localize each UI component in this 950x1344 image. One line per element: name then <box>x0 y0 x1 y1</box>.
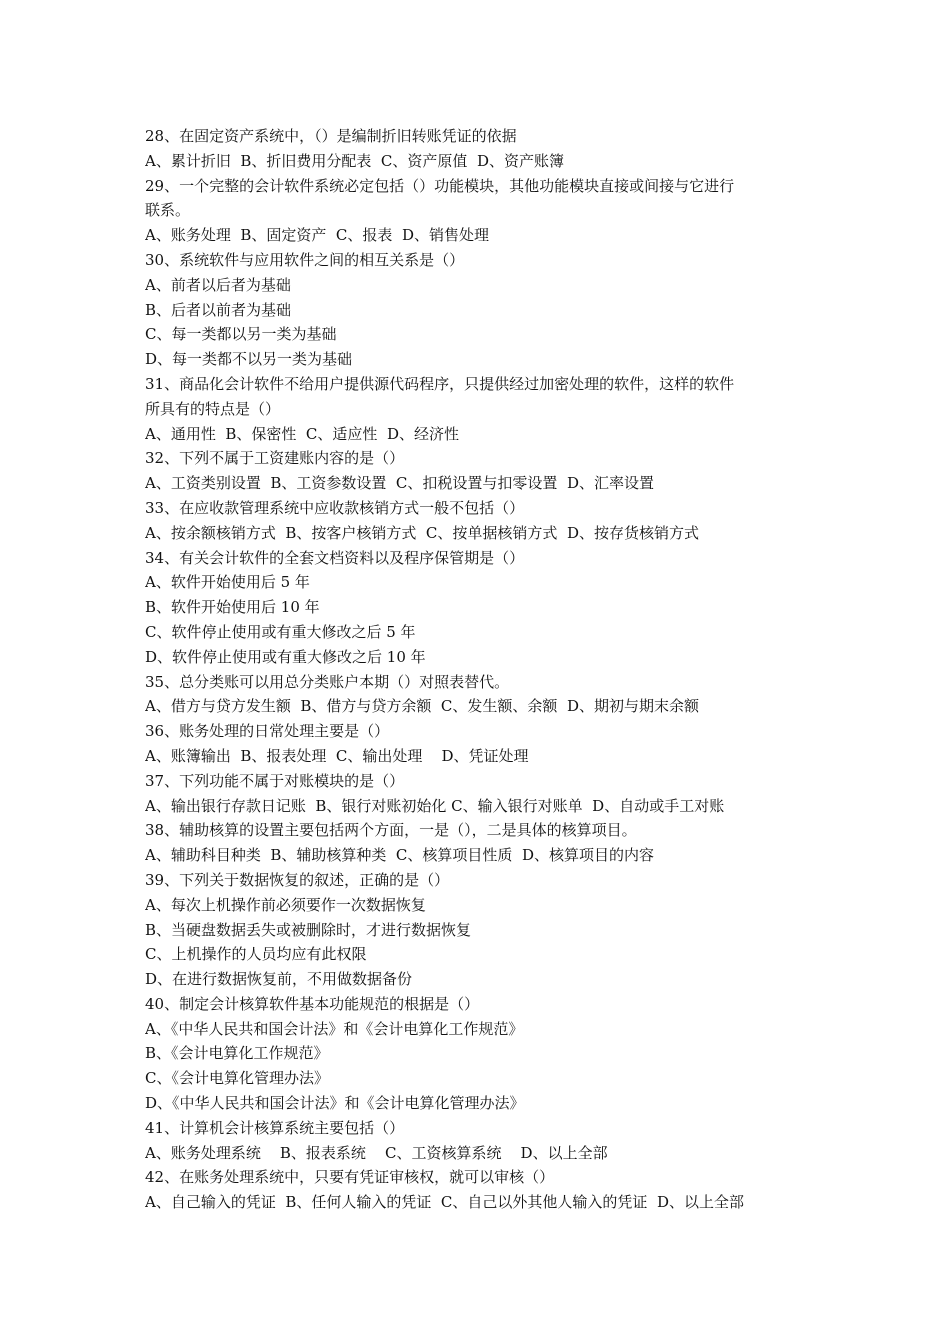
text-line: B、软件开始使用后 10 年 <box>145 598 320 617</box>
text-line: A、账务处理系统 B、报表系统 C、工资核算系统 D、以上全部 <box>145 1143 608 1162</box>
text-line: C、上机操作的人员均应有此权限 <box>145 945 367 964</box>
text-line: A、自己输入的凭证 B、任何人输入的凭证 C、自己以外其他人输入的凭证 D、以上全部 <box>145 1193 744 1212</box>
text-line: A、按余额核销方式 B、按客户核销方式 C、按单据核销方式 D、按存货核销方式 <box>145 523 699 542</box>
text-line: A、《中华人民共和国会计法》和《会计电算化工作规范》 <box>145 1019 524 1038</box>
text-line: 38、辅助核算的设置主要包括两个方面，一是（），二是具体的核算项目。 <box>145 821 637 840</box>
text-line: 联系。 <box>145 201 191 220</box>
text-line: 39、下列关于数据恢复的叙述，正确的是（） <box>145 870 450 889</box>
text-line: 34、有关会计软件的全套文档资料以及程序保管期是（） <box>145 548 525 567</box>
text-line: D、软件停止使用或有重大修改之后 10 年 <box>145 647 426 666</box>
text-line: 30、系统软件与应用软件之间的相互关系是（） <box>145 250 465 269</box>
text-line: A、借方与贷方发生额 B、借方与贷方余额 C、发生额、余额 D、期初与期末余额 <box>145 697 699 716</box>
text-line: B、后者以前者为基础 <box>145 300 292 319</box>
text-line: A、前者以后者为基础 <box>145 275 291 294</box>
text-line: 35、总分类账可以用总分类账户本期（）对照表替代。 <box>145 672 510 691</box>
text-line: A、账簿输出 B、报表处理 C、输出处理 D、凭证处理 <box>145 746 529 765</box>
text-line: B、《会计电算化工作规范》 <box>145 1044 329 1063</box>
text-line: 42、在账务处理系统中，只要有凭证审核权，就可以审核（） <box>145 1168 555 1187</box>
document-page <box>145 124 810 1215</box>
text-line: C、《会计电算化管理办法》 <box>145 1069 329 1088</box>
text-line: A、辅助科目种类 B、辅助核算种类 C、核算项目性质 D、核算项目的内容 <box>145 846 654 865</box>
text-line: B、当硬盘数据丢失或被删除时，才进行数据恢复 <box>145 920 472 939</box>
text-line: 31、商品化会计软件不给用户提供源代码程序，只提供经过加密处理的软件，这样的软件 <box>145 374 735 393</box>
text-line: 32、下列不属于工资建账内容的是（） <box>145 449 405 468</box>
text-line: 28、在固定资产系统中，（）是编制折旧转账凭证的依据 <box>145 127 517 145</box>
text-line: A、每次上机操作前必须要作一次数据恢复 <box>145 895 426 914</box>
text-line: C、每一类都以另一类为基础 <box>145 325 337 344</box>
text-line: A、输出银行存款日记账 B、银行对账初始化 C、输入银行对账单 D、自动或手工对账 <box>145 796 725 815</box>
text-line: A、累计折旧 B、折旧费用分配表 C、资产原值 D、资产账簿 <box>145 151 564 170</box>
text-line: 41、计算机会计核算系统主要包括（） <box>145 1118 405 1137</box>
text-line: 29、一个完整的会计软件系统必定包括（）功能模块，其他功能模块直接或间接与它进行 <box>145 176 735 195</box>
text-line: A、工资类别设置 B、工资参数设置 C、扣税设置与扣零设置 D、汇率设置 <box>145 474 654 493</box>
text-line: D、在进行数据恢复前，不用做数据备份 <box>145 970 413 989</box>
text-line: C、软件停止使用或有重大修改之后 5 年 <box>145 622 416 641</box>
text-line: D、每一类都不以另一类为基础 <box>145 350 353 369</box>
text-line: 37、下列功能不属于对账模块的是（） <box>145 771 405 790</box>
text-line: 36、账务处理的日常处理主要是（） <box>145 722 390 741</box>
text-line: 33、在应收款管理系统中应收款核销方式一般不包括（） <box>145 498 525 517</box>
text-line: 40、制定会计核算软件基本功能规范的根据是（） <box>145 994 480 1013</box>
text-line: A、软件开始使用后 5 年 <box>145 573 310 592</box>
text-line: D、《中华人民共和国会计法》和《会计电算化管理办法》 <box>145 1094 525 1113</box>
text-line: A、通用性 B、保密性 C、适应性 D、经济性 <box>145 424 459 443</box>
text-line: A、账务处理 B、固定资产 C、报表 D、销售处理 <box>145 226 489 245</box>
text-line: 所具有的特点是（） <box>145 399 281 418</box>
